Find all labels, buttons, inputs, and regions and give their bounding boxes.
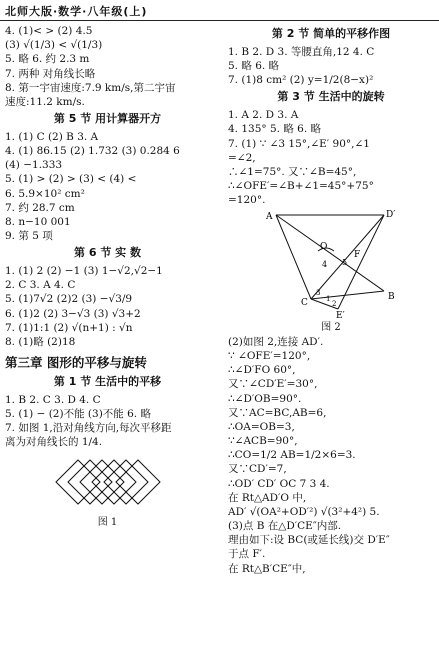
answer-line: 理由如下:设 BC(或延长线)交 D′E″ [228,534,390,547]
fig2-label: E′ [336,311,345,320]
fig2-label: F [354,250,361,261]
answer-line: (3)点 B 在△D′CE″内部. [228,520,342,533]
figure-2-geometry [256,209,406,319]
answer-line: 又∵∠CD′E′=30°, [228,378,318,391]
answer-line: 2. C 3. A 4. C [5,279,76,292]
answer-line: 7. (1) ∵ ∠3 15°,∠E′ 90°,∠1 [228,137,370,150]
answer-line: =120°. [228,194,266,207]
fig2-label: B [388,292,395,303]
answer-line: ∴∠OFE′=∠B+∠1=45°+75° [228,180,374,193]
answer-line: 在 Rt△B′CE″中, [228,562,306,575]
answer-line: =∠2, [228,151,256,164]
chapter-heading: 第三章 图形的平移与旋转 [5,355,147,371]
fig2-label: 3 [316,289,321,298]
answer-line: 8. 第一宇宙速度:7.9 km/s,第二宇宙 [5,81,176,94]
answer-line: 7. 如图 1,沿对角线方向,每次平移距 [5,422,172,435]
answer-line: 7. 约 28.7 cm [5,201,75,214]
answer-line: 4. 135° 5. 略 6. 略 [228,123,322,136]
answer-line: 8. n−10 001 [5,215,71,228]
answer-line: ∴∠1=75°. 又∵∠B=45°, [228,165,357,178]
answer-line: (2)如图 2,连接 AD′. [228,335,324,348]
answer-line: 5. (1) > (2) > (3) < (4) < [5,173,137,186]
answer-line: 1. A 2. D 3. A [228,109,299,122]
answer-line: 又∵AC=BC,AB=6, [228,406,327,419]
answer-line: ∵∠ACB=90°, [228,435,298,448]
answer-line: ∴OA=OB=3, [228,420,295,433]
answer-line: 7. (1)8 cm² (2) y=1/2(8−x)² [228,74,374,87]
answer-line: 7. 两种 对角线长略 [5,67,96,80]
answer-line: 4. (1)< > (2) 4.5 [5,25,93,37]
answer-line: 4. (1) 86.15 (2) 1.732 (3) 0.284 6 [5,145,180,158]
answer-line: 8. (1)略 (2)18 [5,335,76,348]
answer-line: ∵ ∠OFE′=120°, [228,350,311,363]
header-rule [0,20,439,21]
answer-line: 速度:11.2 km/s. [5,95,85,108]
answer-line: (3) √(1/3) < √(1/3) [5,39,103,52]
answer-line: ∴∠D′OB=90°. [228,392,302,405]
answer-line: 1. (1) 2 (2) −1 (3) 1−√2,√2−1 [5,265,163,278]
section-heading: 第 1 节 生活中的平移 [53,375,162,388]
answer-line: 5. 略 6. 略 [228,60,280,73]
answer-line: 在 Rt△AD′O 中, [228,491,307,504]
answer-line: (4) −1.333 [5,159,63,172]
answer-line: ∴CO=1/2 AB=1/2×6=3. [228,449,356,462]
answer-line: ∴∠D′FO 60°, [228,364,296,377]
answer-line: 9. 第 5 项 [5,230,53,243]
left-column [5,24,210,529]
figure-2-caption: 图 2 [321,322,341,334]
fig2-label: C [301,298,308,309]
answer-line: 于点 F′. [228,548,266,561]
answer-line: 1. B 2. C 3. D 4. C [5,393,101,406]
answer-line: 1. B 2. D 3. 等腰直角,12 4. C [228,45,375,58]
section-heading: 第 2 节 简单的平移作图 [271,27,391,40]
section-heading: 第 5 节 用计算器开方 [53,112,162,126]
answer-line: 5. (1) − (2)不能 (3)不能 6. 略 [5,408,151,421]
answer-line: 1. (1) C (2) B 3. A [5,130,99,143]
section-heading: 第 3 节 生活中的旋转 [277,90,385,104]
answer-line: 5. 略 6. 约 2.3 m [5,53,90,66]
fig2-label: O [320,242,328,253]
fig2-label: D′ [386,210,396,221]
answer-line: 7. (1)1:1 (2) √(n+1) : √n [5,321,133,334]
answer-line: 离为对角线长的 1/4. [5,436,103,449]
right-column [228,24,434,576]
section-heading: 第 6 节 实 数 [74,246,141,260]
answer-line: 又∵CD′=7, [228,463,287,476]
figure-1-caption: 图 1 [97,516,118,528]
figure-1-diamond-grid [48,452,168,514]
answer-line: ∴OD′ CD′ OC 7 3 4. [228,477,330,490]
answer-line: 6. (1)2 (2) 3−√3 (3) √3+2 [5,307,141,320]
fig2-label: 2 [332,300,337,309]
fig2-label: 4 [322,260,328,270]
page-header [0,0,439,22]
fig2-label: A [266,212,273,223]
page-header-title: 北师大版·数学·八年级(上) [5,5,148,18]
answer-line: 6. 5.9×10² cm² [5,187,85,200]
answer-line: AD′ √(OA²+OD′²) √(3²+4²) 5. [228,505,380,518]
fig2-label: 5 [342,258,348,268]
answer-line: 5. (1)7√2 (2)2 (3) −√3/9 [5,293,133,306]
fig2-label: 1 [326,295,331,304]
